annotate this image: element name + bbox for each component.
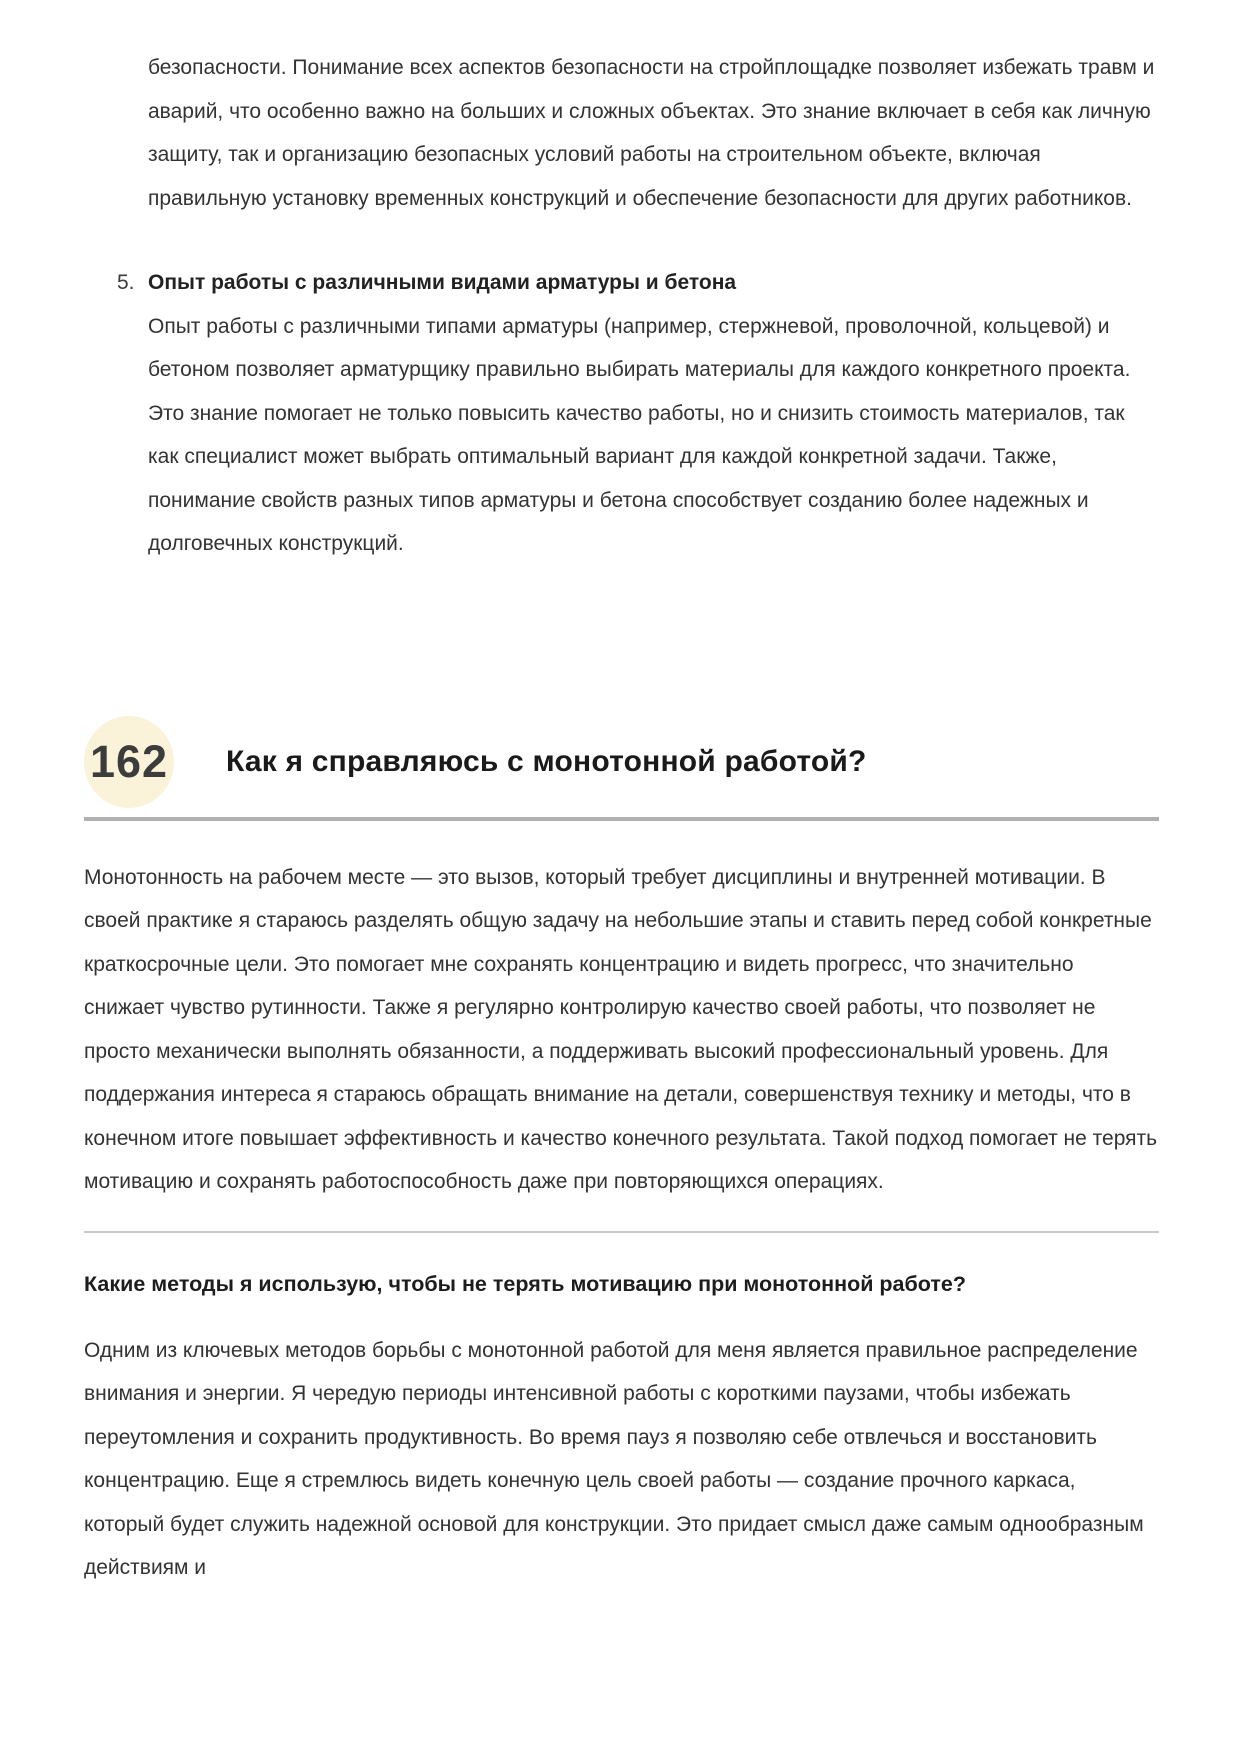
section-number-badge <box>84 716 174 808</box>
subquestion-answer-paragraph: Одним из ключевых методов борьбы с монотонной работой для меня является правильное распределение внимания и энергии. Я чередую периоды интенсивной работы с короткими паузами, чтобы избежать переутомления и сохранить продуктивность. Во время пауз я позволяю себе отвлечься и восстановить концентрацию. Еще я стремлюсь видеть конечную цель своей работы — создание прочного каркаса, который будет служить надежной основой для конструкции. Это придает смысл даже самым однообразным действиям и <box>84 1338 1144 1579</box>
section-number: 162 <box>89 735 169 787</box>
list-item4-continuation-paragraph: безопасности. Понимание всех аспектов безопасности на стройплощадке позволяет избежать травм и аварий, что особенно важно на больших и сложных объектах. Это знание включает в себя как личную защиту, так и организацию безопасных условий работы на строительном объекте, включая правильную установку временных конструкций и обеспечение безопасности для других работников. <box>148 56 1155 210</box>
section-divider <box>84 817 1159 821</box>
list-item-number: 5. <box>117 271 135 294</box>
list-item-title: Опыт работы с различными видами арматуры и бетона <box>148 271 737 294</box>
section-title: Как я справляюсь с монотонной работой? <box>226 744 867 778</box>
subquestion-heading: Какие методы я использую, чтобы не терять мотивацию при монотонной работе? <box>84 1271 967 1296</box>
section-header <box>84 716 1159 808</box>
section-intro-paragraph: Монотонность на рабочем месте — это вызов, который требует дисциплины и внутренней мотивации. В своей практике я стараюсь разделять общую задачу на небольшие этапы и ставить перед собой конкретные краткосрочные цели. Это помогает мне сохранять концентрацию и видеть прогресс, что значительно снижает чувство рутинности. Также я регулярно контролирую качество своей работы, что позволяет не просто механически выполнять обязанности, а поддерживать высокий профессиональный уровень. Для поддержания интереса я стараюсь обращать внимание на детали, совершенствуя технику и методы, что в конечном итоге повышает эффективность и качество конечного результата. Такой подход помогает не терять мотивацию и сохранять работоспособность даже при повторяющихся операциях. <box>84 865 1158 1193</box>
subsection-divider <box>84 1231 1159 1233</box>
list-item-5 <box>117 261 1159 566</box>
list-item-body: Опыт работы с различными типами арматуры (например, стержневой, проволочной, кольцевой) и бетоном позволяет арматурщику правильно выбирать материалы для каждого конкретного проекта. Это знание помогает не только повысить качество работы, но и снизить стоимость материалов, так как специалист может выбрать оптимальный вариант для каждой конкретной задачи. Также, понимание свойств разных типов арматуры и бетона способствует созданию более надежных и долговечных конструкций. <box>148 314 1131 555</box>
